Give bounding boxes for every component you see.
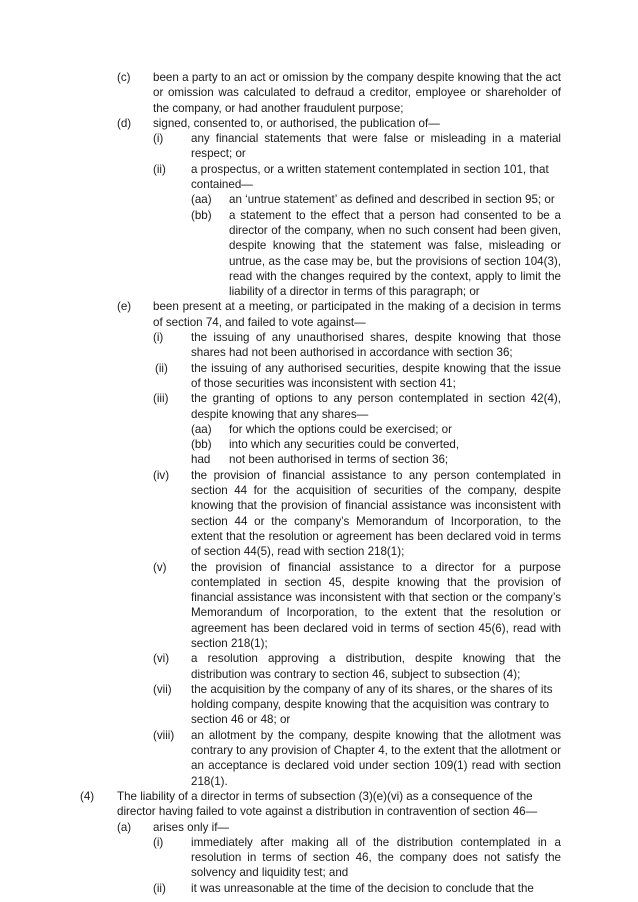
clause-item — [0, 468, 638, 560]
clause-label: (aa) — [191, 422, 212, 436]
clause-label: (bb) — [191, 438, 212, 452]
clause-label: (v) — [153, 560, 167, 574]
clause-text: a statement to the effect that a person had consented to be a director of the company, when no such consent had been given, despite knowing that the statement was false, misleading or untrue, as the case may be, but the provisions of section 104(3), read with the changes required by the context, apply to limit the liability of a director in terms of this paragraph; or — [229, 208, 561, 299]
clause-text: been present at a meeting, or participated in the making of a decision in terms of section 74, and failed to vote against— — [153, 300, 561, 329]
clause-text: immediately after making all of the distribution contemplated in a resolution in terms of section 46, the company does not satisfy the solvency and liquidity test; and — [191, 835, 561, 880]
clause-item — [0, 131, 638, 162]
clause-text: a resolution approving a distribution, despite knowing that the distribution was contrary to section 46, subject to subsection (4); — [191, 652, 561, 681]
clause-text: the issuing of any authorised securities, despite knowing that the issue of those securities was inconsistent with section 41; — [191, 361, 561, 390]
clause-label: (viii) — [153, 728, 175, 742]
clause-label: (i) — [153, 331, 164, 345]
clause-item — [0, 835, 638, 881]
clause-label: (ii) — [153, 162, 166, 176]
clause-label: (iv) — [153, 468, 170, 482]
clause-label: (iii) — [153, 392, 169, 406]
clause-label: (d) — [117, 116, 132, 130]
clause-item — [0, 560, 638, 652]
clause-text: the provision of financial assistance to any person contemplated in section 44 for the acquisition of securities of the company, despite knowing that the provision of financial assistance was inconsistent with section 44 or the company’s Memorandum of Incorporation, to the extent that the resolution or agreement has been declared void in terms of section 44(5), read with section 218(1); — [191, 468, 561, 559]
clause-label: (aa) — [191, 193, 212, 207]
clause-text: an ‘untrue statement’ as defined and described in section 95; or — [229, 193, 555, 207]
clause-label: (e) — [117, 300, 132, 314]
clause-text: the provision of financial assistance to a director for a purpose contemplated in section 45, despite knowing that the provision of financial assistance was inconsistent with that section or the company’s Memorandum of Incorporation, to the extent that the resolution or agreement has been declared void in terms of section 45(6), read with section 218(1); — [191, 560, 561, 650]
clause-item — [0, 651, 638, 682]
clause-item — [0, 820, 638, 835]
clause-label: (ii) — [155, 361, 168, 375]
clause-label: (c) — [117, 71, 131, 84]
clause-item — [0, 881, 638, 896]
clause-text: an allotment by the company, despite knowing that the allotment was contrary to any provision of Chapter 4, to the extent that the allotment or an acceptance is declared void under section 109(1) read with section 218(1). — [191, 728, 561, 788]
clause-text: arises only if— — [153, 820, 230, 834]
clause-item — [0, 361, 638, 392]
clause-text: the acquisition by the company of any of its shares, or the shares of its holding company, despite knowing that the acquisition was contrary to section 46 or 48; or — [191, 682, 553, 727]
clause-label: (bb) — [191, 208, 212, 222]
clause-item — [0, 330, 638, 361]
clause-item — [0, 299, 638, 330]
clause-item — [0, 422, 638, 437]
clause-text: the granting of options to any person contemplated in section 42(4), despite knowing that any shares— — [191, 392, 561, 421]
clause-text: the issuing of any unauthorised shares, despite knowing that those shares had not been authorised in accordance with section 36; — [191, 331, 561, 360]
clause-item — [0, 682, 638, 728]
clause-label: (ii) — [153, 881, 166, 895]
clause-item — [0, 116, 638, 131]
clause-item — [0, 437, 638, 452]
clause-label: (i) — [153, 132, 164, 146]
document-page — [0, 70, 638, 896]
clause-label: (vi) — [153, 652, 170, 666]
clause-text: signed, consented to, or authorised, the publication of— — [153, 116, 440, 130]
clause-text: it was unreasonable at the time of the decision to conclude that the — [191, 881, 534, 895]
clause-text: a prospectus, or a written statement contemplated in section 101, that contained— — [191, 162, 549, 192]
clause-text: The liability of a director in terms of subsection (3)(e)(vi) as a consequence of the director having failed to vote against a distribution in contravention of section 46— — [117, 789, 538, 819]
clause-item — [0, 391, 638, 422]
clause-text: for which the options could be exercised; or — [229, 422, 452, 436]
clause-text: not been authorised in terms of section 36; — [229, 453, 449, 467]
clause-item — [0, 192, 638, 207]
clause-label: had — [191, 453, 211, 467]
clause-text: been a party to an act or omission by the company despite knowing that the act or omission was calculated to defraud a creditor, employee or shareholder of the company, or had another fraudulent purpose; — [153, 71, 561, 115]
clause-label: (a) — [117, 820, 132, 834]
clause-text: any financial statements that were false or misleading in a material respect; or — [191, 132, 561, 161]
clause-label: (4) — [80, 789, 95, 803]
clause-label: (vii) — [153, 682, 172, 696]
clause-item — [0, 208, 638, 300]
clause-item — [0, 162, 638, 193]
clause-text: into which any securities could be converted, — [229, 438, 460, 452]
clause-item — [0, 452, 638, 467]
clause-item — [0, 728, 638, 789]
clause-item — [0, 789, 638, 820]
clause-item — [0, 70, 638, 116]
clause-label: (i) — [153, 835, 164, 849]
